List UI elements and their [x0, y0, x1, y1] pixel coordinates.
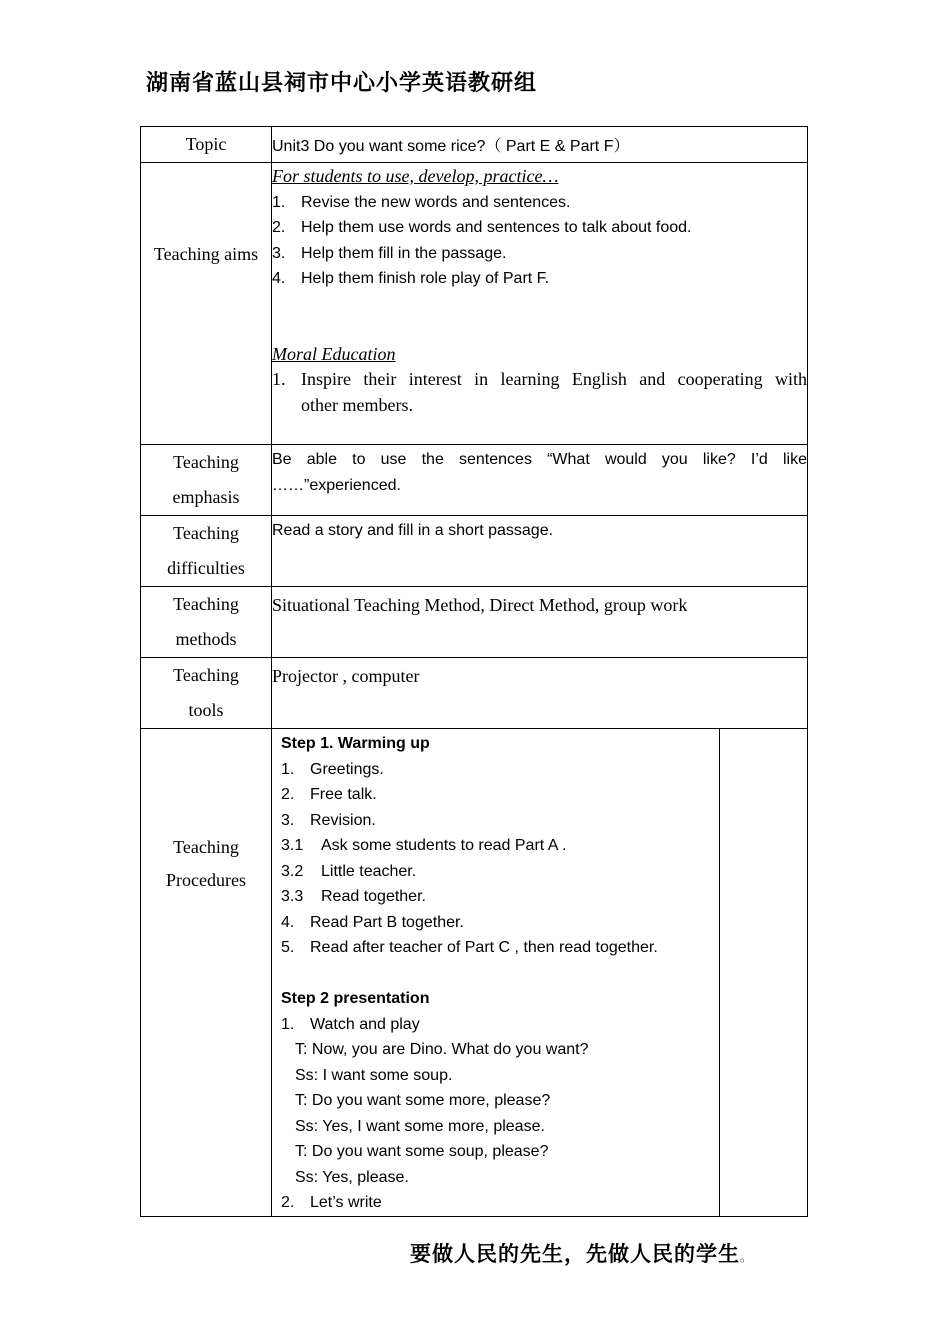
dialogue-line: Ss: Yes, I want some more, please. — [295, 1117, 545, 1135]
step1-item: 1. Greetings. — [281, 760, 384, 778]
procedures-content — [272, 729, 808, 1217]
step1-subitem: 3.3 Read together. — [281, 888, 426, 905]
difficulties-content: Read a story and fill in a short passage. — [272, 516, 808, 587]
page-footer: 要做人民的先生，先做人民的学生。 — [410, 1241, 754, 1266]
step2-title: Step 2 presentation — [281, 990, 430, 1007]
moral-item: 1. Inspire their interest in learning English and cooperating with other members. — [272, 369, 807, 415]
methods-content: Situational Teaching Method, Direct Method, group work — [272, 587, 808, 658]
lesson-plan-table — [140, 126, 808, 1217]
step1-item: 4. Read Part B together. — [281, 913, 464, 931]
step2-item: 2. Let’s write — [281, 1194, 382, 1211]
emphasis-content: Be able to use the sentences “What would you like? I’d like ……”experienced. — [272, 445, 808, 516]
dialogue-line: T: Now, you are Dino. What do you want? — [295, 1041, 589, 1058]
moral-title: Moral Education — [272, 343, 396, 364]
step1-item: 5. Read after teacher of Part C , then read together. — [281, 939, 658, 956]
procedures-notes-column — [720, 729, 808, 1216]
topic-label: Topic — [141, 127, 272, 163]
topic-value: Unit3 Do you want some rice?（ Part E & Part F） — [272, 127, 808, 163]
step1-item: 3. Revision. — [281, 811, 376, 829]
aims-item: 4. Help them finish role play of Part F. — [272, 270, 550, 287]
aims-item: 3. Help them fill in the passage. — [272, 244, 507, 262]
dialogue-line: T: Do you want some more, please? — [295, 1092, 551, 1109]
aims-item: 1. Revise the new words and sentences. — [272, 193, 571, 211]
methods-label: Teaching methods — [141, 587, 272, 658]
tools-content: Projector , computer — [272, 658, 808, 729]
dialogue-line: T: Do you want some soup, please? — [295, 1143, 549, 1160]
dialogue-line: Ss: I want some soup. — [295, 1066, 453, 1084]
procedures-label: Teaching Procedures — [141, 729, 272, 1217]
step2-item: 1. Watch and play — [281, 1015, 420, 1033]
step1-subitem: 3.1 Ask some students to read Part A . — [281, 837, 567, 854]
step1-subitem: 3.2 Little teacher. — [281, 862, 417, 880]
aims-content — [272, 163, 808, 445]
aims-label: Teaching aims — [141, 163, 272, 445]
page-header: 湖南省蓝山县祠市中心小学英语教研组 — [146, 70, 538, 96]
step1-item: 2. Free talk. — [281, 786, 377, 803]
aims-item: 2. Help them use words and sentences to talk about food. — [272, 219, 692, 236]
aims-intro: For students to use, develop, practice… — [272, 166, 559, 186]
step1-title: Step 1. Warming up — [281, 735, 430, 752]
dialogue-line: Ss: Yes, please. — [295, 1168, 409, 1186]
emphasis-label: Teaching emphasis — [141, 445, 272, 516]
tools-label: Teaching tools — [141, 658, 272, 729]
difficulties-label: Teaching difficulties — [141, 516, 272, 587]
